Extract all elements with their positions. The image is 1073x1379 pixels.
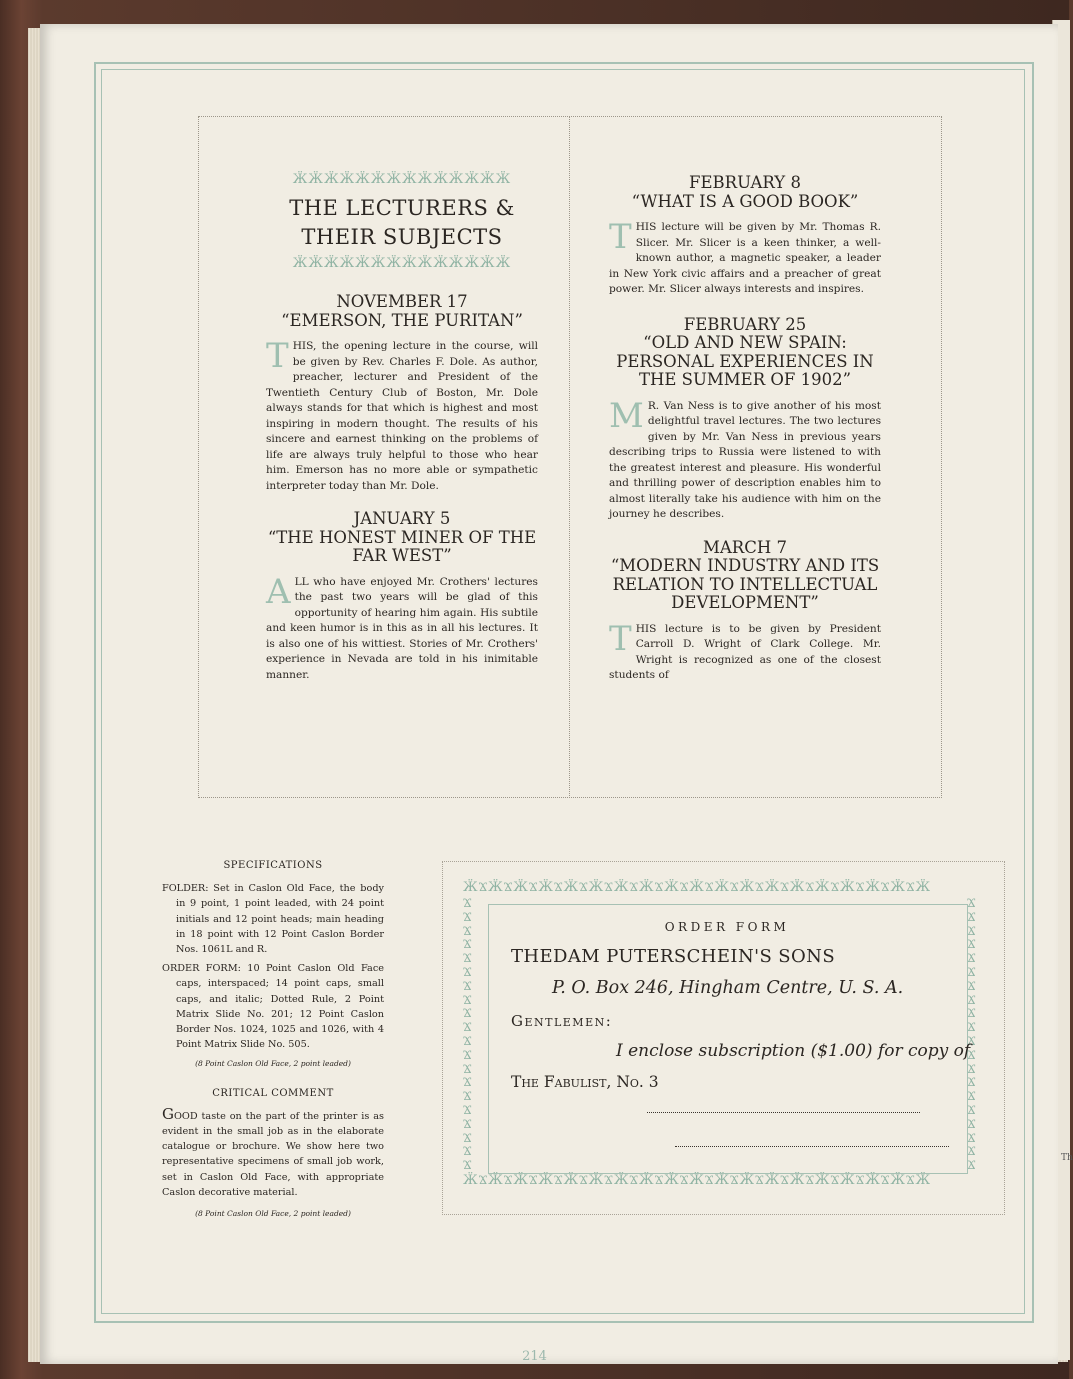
salutation: Gentlemen: (511, 1012, 613, 1030)
lecture-date: FEBRUARY 25 (683, 314, 807, 334)
lecture-date: JANUARY 5 (353, 509, 451, 528)
subscription-line: I enclose subscription ($1.00) for copy of (616, 1041, 971, 1061)
drop-initial: T (266, 336, 289, 376)
border-top: ӜϪӜϪӜϪӜϪӜϪӜϪӜϪӜϪӜϪӜϪӜϪӜϪӜϪӜϪӜϪӜϪӜϪӜϪӜ (463, 880, 932, 895)
lecture-february-25 (609, 316, 881, 523)
dotted-rule-name (647, 1112, 920, 1113)
drop-initial: M (609, 395, 644, 436)
border-right: ϪϪϪϪϪϪϪϪϪϪϪϪϪϪϪϪϪϪϪϪ (967, 896, 977, 1174)
lecture-march (609, 539, 881, 684)
folder-fold-line (569, 116, 570, 796)
order-form-heading: ORDER FORM (664, 920, 790, 934)
page-number: 214 (522, 1349, 547, 1364)
dotted-rule-address (675, 1146, 949, 1147)
spec-note: (8 Point Caslon Old Face, 2 point leaded) (195, 1059, 351, 1069)
border-ornament-top: ӜӜӜӜӜӜӜӜӜӜӜӜӜӜ (292, 172, 512, 187)
drop-initial: T (609, 618, 632, 659)
critical-comment-heading: CRITICAL COMMENT (212, 1087, 334, 1099)
facing-page-fragment: Th (1061, 1153, 1073, 1163)
order-form-panel (488, 904, 971, 1174)
lecture-title: “THE HONEST MINER OF THE FAR WEST” (267, 527, 537, 565)
folder-title (266, 194, 538, 252)
comment-note: (8 Point Caslon Old Face, 2 point leaded) (195, 1209, 351, 1219)
folder-right-column (609, 174, 881, 684)
company-name: THEDAM PUTERSCHEIN'S SONS (511, 946, 836, 967)
drop-initial: T (609, 217, 632, 257)
lecture-january (266, 510, 538, 683)
publication-line: The Fabulist, No. 3 (511, 1073, 659, 1091)
folder-title-line1: THE LECTURERS & (289, 195, 515, 220)
border-left: ϪϪϪϪϪϪϪϪϪϪϪϪϪϪϪϪϪϪϪϪ (463, 896, 473, 1174)
lecture-title: “OLD AND NEW SPAIN: PERSONAL EXPERIENCES IN THE SUMMER OF 1902” (616, 333, 874, 389)
lecture-february-8 (609, 174, 881, 298)
lecture-title: “EMERSON, THE PURITAN” (281, 310, 523, 330)
comment-initial: G (162, 1104, 174, 1123)
lecture-november (266, 293, 538, 494)
folder-left-column (266, 172, 538, 683)
folder-title-line2: THEIR SUBJECTS (301, 224, 503, 249)
lecture-title: “MODERN INDUSTRY AND ITS RELATION TO INTELLECTUAL DEVELOPMENT” (610, 556, 880, 612)
specifications-block (162, 858, 384, 1221)
lecture-description: M R. Van Ness is to give another of his most delightful travel lectures. The two lectures given by Mr. Van Ness in previous years describing trips to Russia were listened to with the greatest interest and pleasure. His wonderful and thrilling power of description enables him to almost literally take his audience with him on the journey he describes. (609, 395, 881, 520)
border-bottom: ӜϪӜϪӜϪӜϪӜϪӜϪӜϪӜϪӜϪӜϪӜϪӜϪӜϪӜϪӜϪӜϪӜϪӜϪӜ (463, 1173, 932, 1188)
folder-spec: FOLDER: Set in Caslon Old Face, the body in 9 point, 1 point leaded, with 24 point initials and 12 point heads; main heading in 18 point with 12 Point Caslon Border Nos. 1061L and R. (162, 883, 384, 956)
specifications-heading: SPECIFICATIONS (223, 860, 323, 871)
lecture-date: MARCH 7 (703, 537, 787, 557)
lecture-description: THIS lecture is to be given by President Carroll D. Wright of Clark College. Mr. Wright is recognized as one of the closest students of (609, 618, 881, 681)
order-form-spec: ORDER FORM: 10 Point Caslon Old Face caps, interspaced; 14 point caps, small caps, and italic; Dotted Rule, 2 Point Matrix Slide No. 201; 12 Point Caslon Border Nos. 1024, 1025 and 1026, with 4 Point Matrix Slide No. 505. (162, 963, 384, 1051)
border-ornament-bottom: ӜӜӜӜӜӜӜӜӜӜӜӜӜӜ (292, 255, 512, 271)
lecture-title: “WHAT IS A GOOD BOOK” (631, 191, 859, 211)
lecture-date: NOVEMBER 17 (336, 292, 468, 311)
lecture-date: FEBRUARY 8 (689, 173, 801, 192)
lecture-description: ALL who have enjoyed Mr. Crothers' lectures the past two years will be glad of this opportunity of hearing him again. His subtile and keen humor is in this as in all his lectures. It is also one of his wittiest. Stories of Mr. Crothers' experience in Nevada are told in his inimitable manner. (266, 571, 538, 681)
drop-initial: A (266, 571, 291, 612)
lecture-description: THIS, the opening lecture in the course, will be given by Rev. Charles F. Dole. As author, preacher, lecturer and President of the Twentieth Century Club of Boston, Mr. Dole always stands for that which is highest and most inspiring in modern thought. The results of his sincere and earnest thinking on the problems of life are always truly helpful to those who hear him. Emerson has no more able or sympathetic interpreter today than Mr. Dole. (266, 336, 538, 492)
company-address: P. O. Box 246, Hingham Centre, U. S. A. (552, 978, 904, 998)
lecture-description: THIS lecture will be given by Mr. Thomas R. Slicer. Mr. Slicer is a keen thinker, a well-known author, a magnetic speaker, a leader in New York civic affairs and a preacher of great power. Mr. Slicer always interests and inspires. (609, 217, 881, 295)
critical-comment: GOOD taste on the part of the printer is as evident in the small job as in the elaborate catalogue or brochure. We show here two representative specimens of small job work, set in Caslon Old Face, with appropriate Caslon decorative material. (162, 1104, 384, 1198)
